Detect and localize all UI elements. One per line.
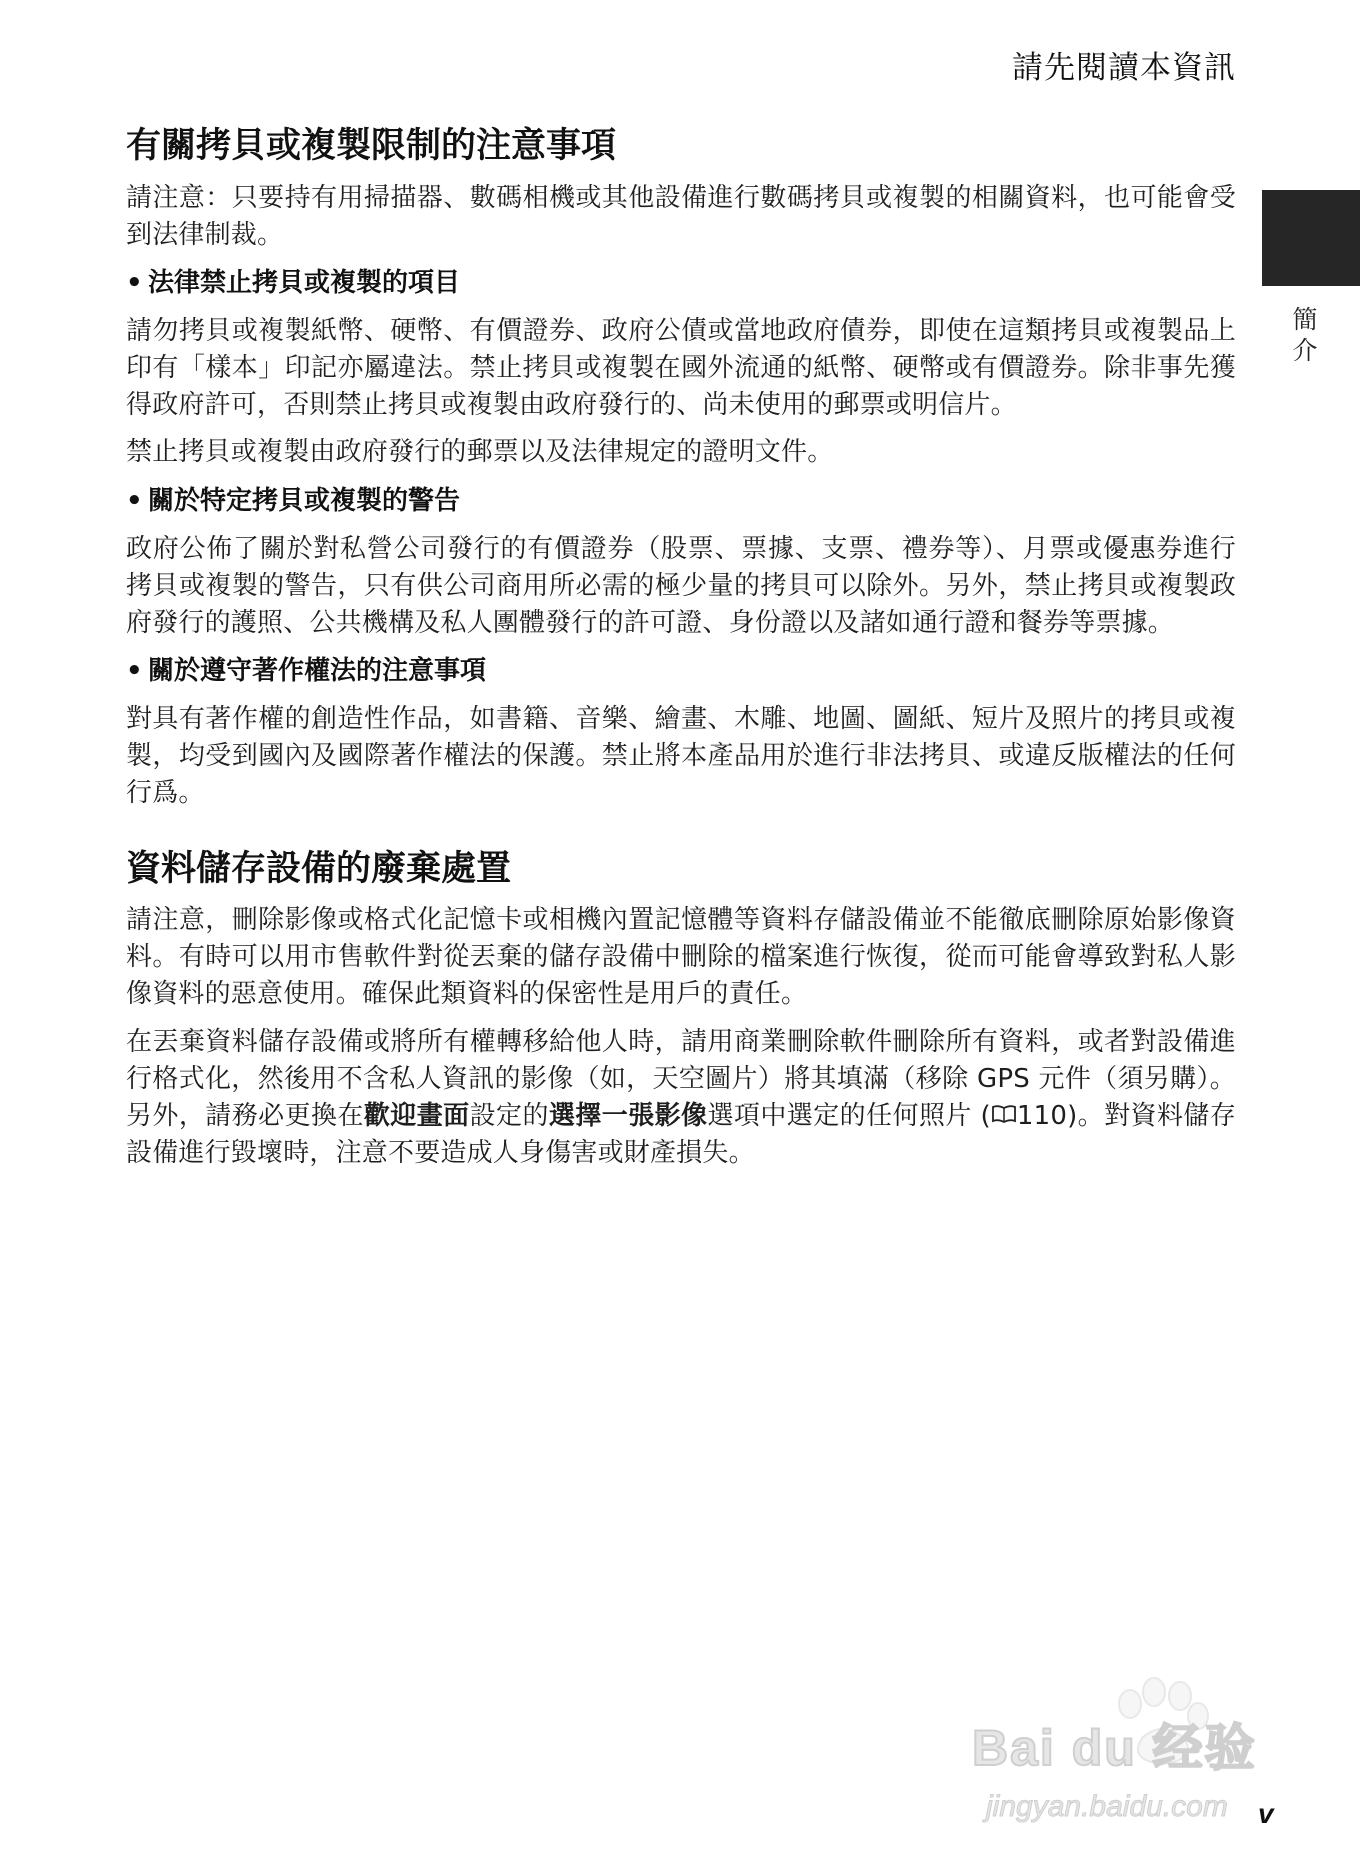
page-header-title: 請先閱讀本資訊 xyxy=(1012,50,1236,86)
paragraph: 請勿拷貝或複製紙幣、硬幣、有價證券、政府公債或當地政府債券，即使在這類拷貝或複製品上印有「樣本」印記亦屬違法。禁止拷貝或複製在國外流通的紙幣、硬幣或有價證券。除非事先獲得政府許可，否則禁止拷貝或複製由政府發行的、尚未使用的郵票或明信片。 xyxy=(126,315,1236,421)
main-content xyxy=(126,124,1236,1182)
watermark-url: jingyan.baidu.com xyxy=(986,1790,1228,1823)
paragraph: 政府公佈了關於對私營公司發行的有價證券（股票、票據、支票、禮券等）、月票或優惠券進行拷貝或複製的警告，只有供公司商用所必需的極少量的拷貝可以除外。另外，禁止拷貝或複製政府發行的護照、公共機構及私人團體發行的許可證、身份證以及諸如通行證和餐券等票據。 xyxy=(126,533,1236,638)
bullet-title: 法律禁止拷貝或複製的項目 xyxy=(148,267,461,298)
paragraph: 禁止拷貝或複製由政府發行的郵票以及法律規定的證明文件。 xyxy=(126,437,834,468)
paragraph: 請注意，刪除影像或格式化記憶卡或相機內置記憶體等資料存儲設備並不能徹底刪除原始影像資料。有時可以用市售軟件對從丟棄的儲存設備中刪除的檔案進行恢復，從而可能會導致對私人影像資料的惡意使用。確保此類資料的保密性是用戶的責任。 xyxy=(126,905,1236,1010)
page-number: v xyxy=(1258,1798,1274,1829)
bullet-title: 關於特定拷貝或複製的警告 xyxy=(148,485,461,516)
page-reference: 110 xyxy=(1016,1101,1068,1132)
chapter-tab-label: 簡介 xyxy=(1289,306,1318,368)
paragraph-with-references: 在丟棄資料儲存設備或將所有權轉移給他人時，請用商業刪除軟件刪除所有資料，或者對設備進行格式化，然後用不含私人資訊的影像（如，天空圖片）將其填滿（移除 GPS 元件（須另購）。另外，請務必更換在歡迎畫面設定的選擇一張影像選項中選定的任何照片 ( 110)。對資料儲存設備進行毀壞時，注意不要造成人身傷害或財產損失。 xyxy=(126,1026,1237,1169)
bullet-heading: • 關於遵守著作權法的注意事項 xyxy=(126,656,487,687)
section-heading-storage-disposal: 資料儲存設備的廢棄處置 xyxy=(126,848,512,889)
menu-option-select-image: 選擇一張影像 xyxy=(548,1101,708,1132)
paragraph: 對具有著作權的創造性作品，如書籍、音樂、繪畫、木雕、地圖、圖紙、短片及照片的拷貝或複製，均受到國內及國際著作權法的保護。禁止將本產品用於進行非法拷貝、或違反版權法的任何行爲。 xyxy=(126,704,1236,809)
baidu-watermark: Bai du 经验 xyxy=(972,1720,1257,1776)
bullet-heading: • 關於特定拷貝或複製的警告 xyxy=(126,485,461,516)
bullet-title: 關於遵守著作權法的注意事項 xyxy=(148,656,487,687)
section-intro: 請注意：只要持有用掃描器、數碼相機或其他設備進行數碼拷貝或複製的相關資料，也可能會受到法律制裁。 xyxy=(126,182,1236,250)
section-heading-copy-restrictions: 有關拷貝或複製限制的注意事項 xyxy=(126,126,617,166)
bullet-heading: • 法律禁止拷貝或複製的項目 xyxy=(126,267,461,298)
menu-name-welcome-screen: 歡迎畫面 xyxy=(363,1101,470,1132)
chapter-tab-marker xyxy=(1262,190,1360,286)
book-reference-icon xyxy=(991,1098,1017,1135)
